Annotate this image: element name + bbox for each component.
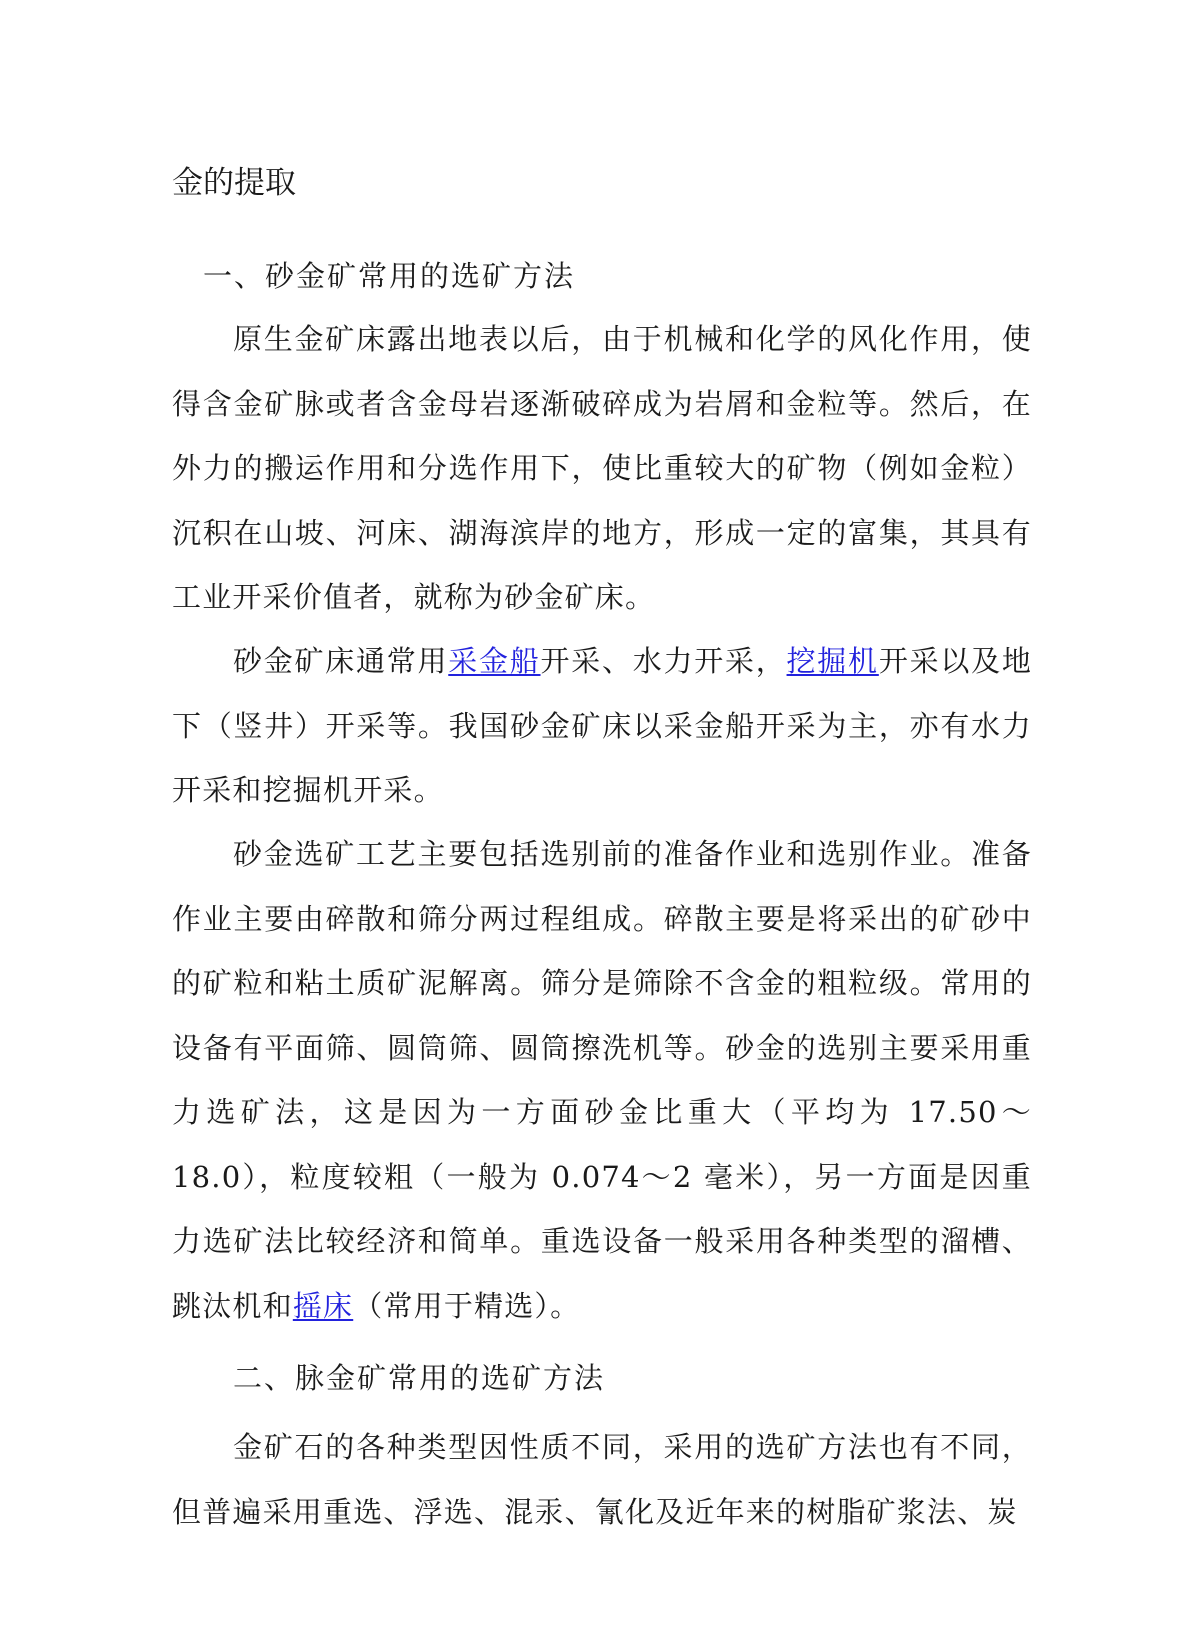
section-heading-1: 一、砂金矿常用的选矿方法 bbox=[203, 259, 576, 293]
paragraph-text: （常用于精选）。 bbox=[353, 1288, 581, 1323]
paragraph-placer-origin: 原生金矿床露出地表以后，由于机械和化学的风化作用，使得含金矿脉或者含金母岩逐渐破碎成为岩屑和金粒等。然后，在外力的搬运作用和分选作用下，使比重较大的矿物（例如金粒）沉积在山坡、河床、湖海滨岸的地方，形成一定的富集，其具有工业开采价值者，就称为砂金矿床。 bbox=[172, 322, 1032, 614]
paragraph-text: 开采、水力开采， bbox=[540, 644, 787, 678]
paragraph-text: 开采以及地下（竖井）开采等。我国砂金矿床以采金船开采为主，亦有水力开采和挖掘机开采。 bbox=[172, 644, 1033, 807]
link-excavator[interactable]: 挖掘机 bbox=[786, 644, 879, 678]
link-gold-dredge[interactable]: 采金船 bbox=[448, 644, 541, 678]
document-title: 金的提取 bbox=[172, 165, 296, 201]
paragraph-text: 砂金矿床通常用 bbox=[233, 644, 449, 678]
paragraph-text: 砂金选矿工艺主要包括选别前的准备作业和选别作业。准备作业主要由碎散和筛分两过程组成。碎散主要是将采出的矿砂中的矿粒和粘土质矿泥解离。筛分是筛除不含金的粗粒级。常用的设备有平面筛、圆筒筛、圆筒擦洗机等。砂金的选别主要采用重力选矿法，这是因为一方面砂金比重大（平均为 17.50～18.0），粒度较粗（一般为 0.074～2 毫米），另一方面是因重力选矿法比较经济和简单。重选设备一般采用各种类型的溜槽、跳汰机和 bbox=[172, 837, 1032, 1323]
section-heading-2: 二、脉金矿常用的选矿方法 bbox=[233, 1361, 606, 1395]
paragraph-beneficiation-process bbox=[172, 822, 1032, 1338]
paragraph-vein-gold: 金矿石的各种类型因性质不同，采用的选矿方法也有不同，但普遍采用重选、浮选、混汞、氰化及近年来的树脂矿浆法、炭 bbox=[172, 1430, 1032, 1529]
link-shaking-table[interactable]: 摇床 bbox=[292, 1288, 354, 1323]
paragraph-mining-methods bbox=[172, 629, 1032, 823]
